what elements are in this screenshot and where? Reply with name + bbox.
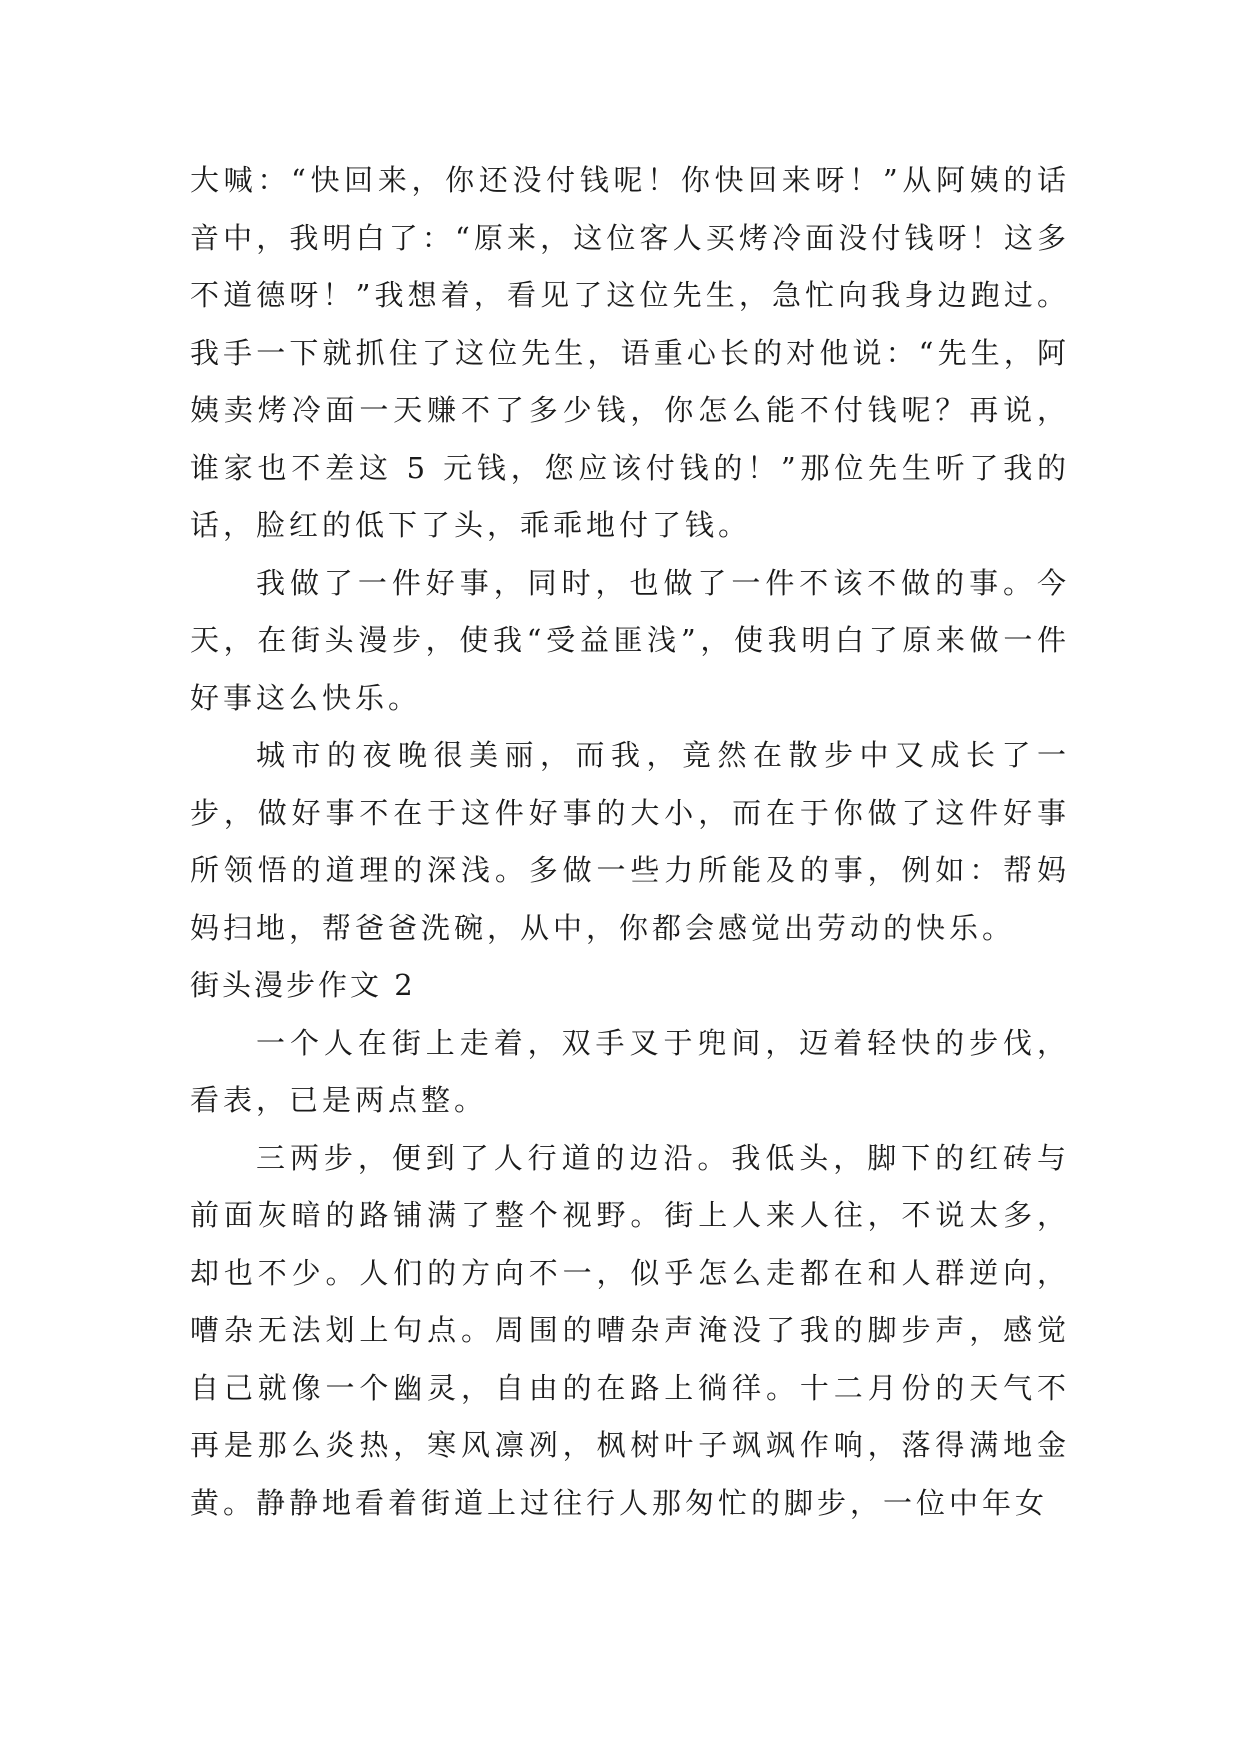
paragraph-3: 城市的夜晚很美丽，而我，竟然在散步中又成长了一步，做好事不在于这件好事的大小，而在于你做了这件好事所领悟的道理的深浅。多做一些力所能及的事，例如：帮妈妈扫地，帮爸爸洗碗，从中，你都会感觉出劳动的快乐。 bbox=[190, 738, 1070, 945]
paragraph-4: 一个人在街上走着，双手叉于兜间，迈着轻快的步伐，看表，已是两点整。 bbox=[190, 1025, 1070, 1117]
paragraph-1: 大喊：“快回来，你还没付钱呢！你快回来呀！”从阿姨的话音中，我明白了：“原来，这位客人买烤冷面没付钱呀！这多不道德呀！”我想着，看见了这位先生，急忙向我身边跑过。我手一下就抓住了这位先生，语重心长的对他说：“先生，阿姨卖烤冷面一天赚不了多少钱，你怎么能不付钱呢？再说，谁家也不差这 5 元钱，您应该付钱的！”那位先生听了我的话，脸红的低下了头，乖乖地付了钱。 bbox=[190, 163, 1070, 542]
document-page bbox=[190, 152, 1070, 1532]
paragraph-5: 三两步，便到了人行道的边沿。我低头，脚下的红砖与前面灰暗的路铺满了整个视野。街上人来人往，不说太多，却也不少。人们的方向不一，似乎怎么走都在和人群逆向，嘈杂无法划上句点。周围的嘈杂声淹没了我的脚步声，感觉自己就像一个幽灵，自由的在路上徜徉。十二月份的天气不再是那么炎热，寒风凛冽，枫树叶子飒飒作响，落得满地金黄。静静地看着街道上过往行人那匆忙的脚步，一位中年女 bbox=[190, 1140, 1070, 1520]
section-heading: 街头漫步作文 2 bbox=[190, 968, 416, 1002]
paragraph-2: 我做了一件好事，同时，也做了一件不该不做的事。今天，在街头漫步，使我“受益匪浅”，使我明白了原来做一件好事这么快乐。 bbox=[190, 565, 1070, 715]
